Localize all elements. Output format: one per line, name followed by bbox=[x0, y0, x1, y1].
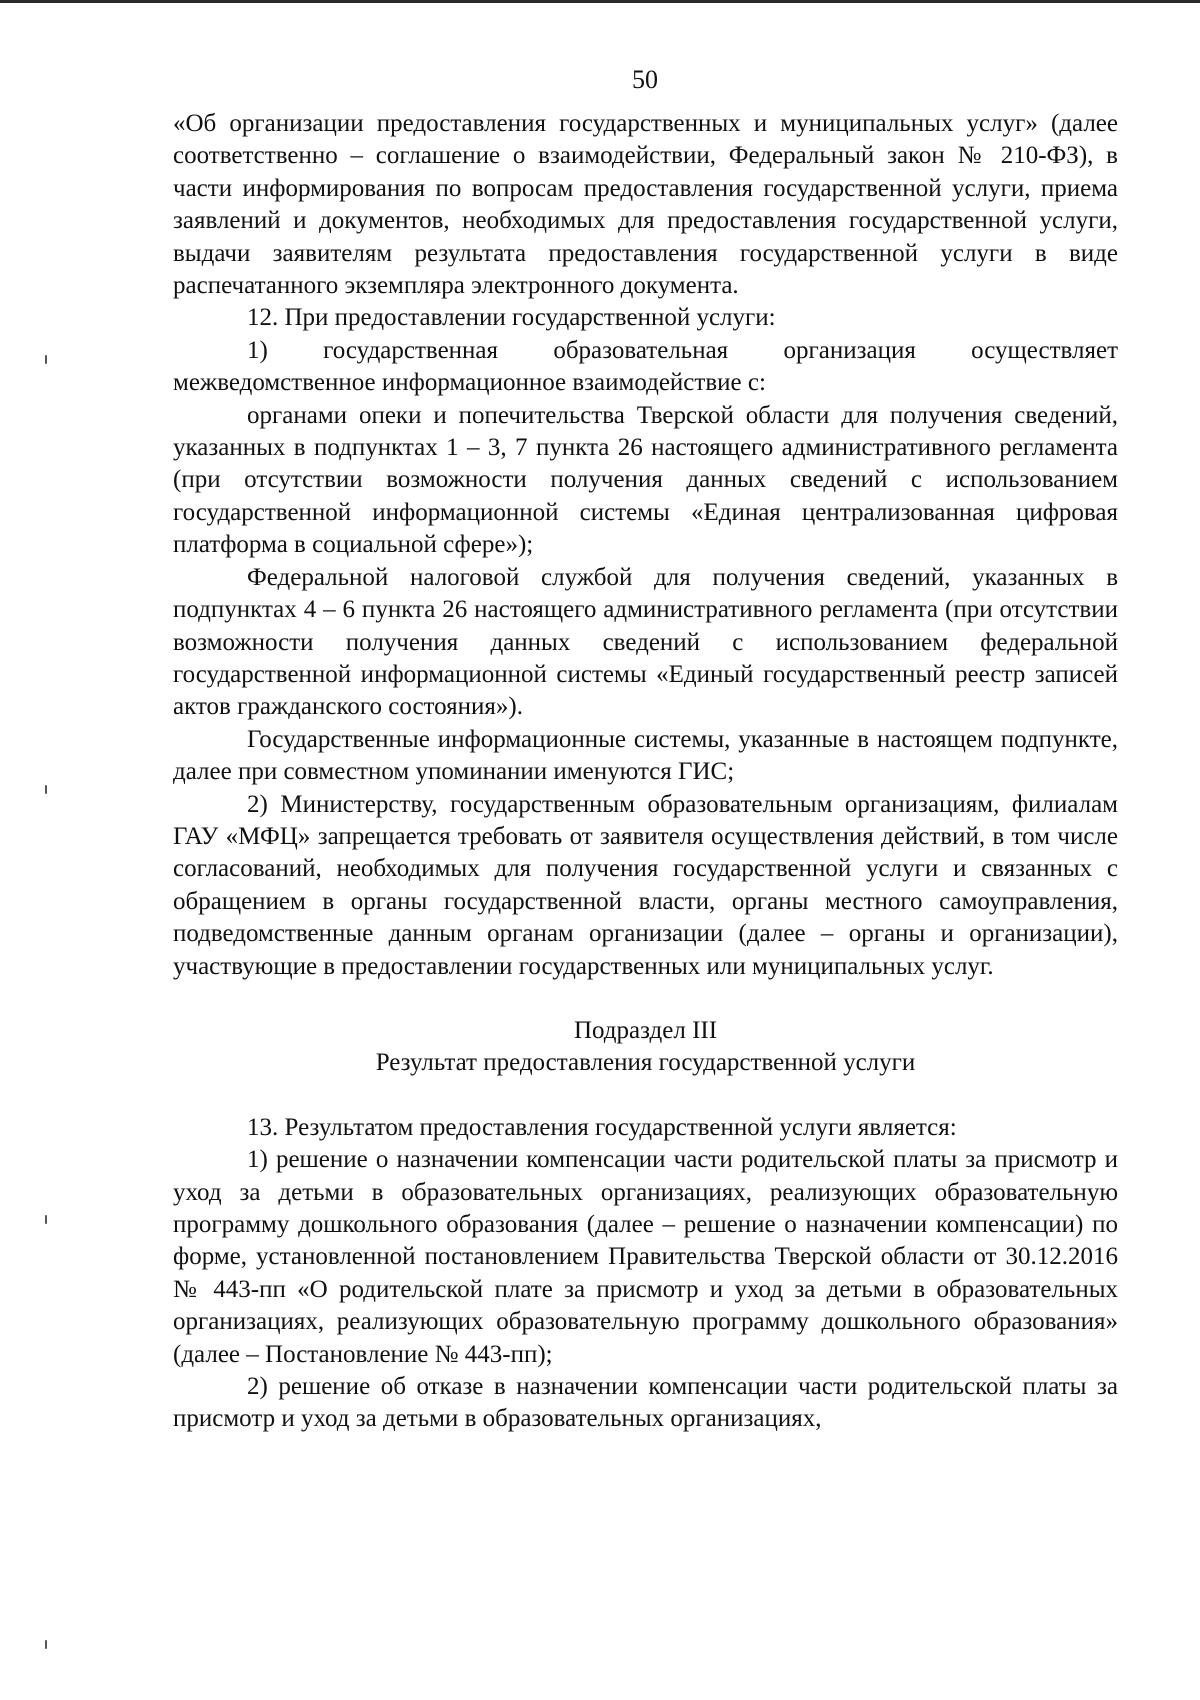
section-title: Результат предоставления государственной услуги bbox=[375, 1049, 916, 1077]
scan-speck bbox=[45, 785, 47, 794]
paragraph-clause-12: 12. При предоставлении государственной услуги: bbox=[247, 304, 776, 332]
paragraph-continuation: «Об организации предоставления государственных и муниципальных услуг» (далее соответственно – соглашение о взаимодействии, Федеральный закон № 210-ФЗ), в части информирования по вопросам предоставления государственной услуги, приема заявлений и документов, необходимых для предоставления государственной услуги, выдачи заявителям результата предоставления государственной услуги в виде распечатанного экземпляра электронного документа. bbox=[173, 110, 1118, 300]
scan-speck bbox=[45, 355, 47, 364]
paragraph-clause-12-item-1: 1) государственная образовательная организация осуществляет межведомственное информационное взаимодействие с: bbox=[173, 336, 1118, 397]
paragraph-clause-13: 13. Результатом предоставления государственной услуги является: bbox=[247, 1113, 957, 1141]
page-number: 50 bbox=[632, 65, 658, 94]
paragraph-guardianship-bodies: органами опеки и попечительства Тверской области для получения сведений, указанных в подпунктах 1 – 3, 7 пункта 26 настоящего административного регламента (при отсутствии возможности получения данных сведений с использованием государственной информационной системы «Единая централизованная цифровая платформа в социальной сфере»); bbox=[173, 401, 1118, 559]
paragraph-clause-13-item-2: 2) решение об отказе в назначении компенсации части родительской платы за присмотр и уход за детьми в образовательных организациях, bbox=[173, 1373, 1118, 1433]
section-spacer bbox=[173, 983, 1118, 1015]
scan-speck bbox=[45, 1640, 47, 1649]
section-label: Подраздел III bbox=[573, 1016, 718, 1044]
paragraph-clause-13-item-1: 1) решение о назначении компенсации части родительской платы за присмотр и уход за детьми в образовательных организациях, реализующих образовательную программу дошкольного образования (далее – решение о назначении компенсации) по форме, установленной постановлением Правительства Тверской области от 30.12.2016 № 443-пп «О родительской плате за присмотр и уход за детьми в образовательных организациях, реализующих образовательную программу дошкольного образования» (далее – Постановление № 443-пп); bbox=[173, 1146, 1118, 1368]
section-spacer bbox=[173, 1080, 1118, 1112]
document-body bbox=[173, 108, 1118, 1436]
scan-speck bbox=[45, 1215, 47, 1224]
paragraph-gis-definition: Государственные информационные системы, указанные в настоящем подпункте, далее при совместном упоминании именуются ГИС; bbox=[173, 725, 1118, 786]
scan-top-edge bbox=[0, 0, 1200, 3]
paragraph-clause-12-item-2: 2) Министерству, государственным образовательным организациям, филиалам ГАУ «МФЦ» запрещается требовать от заявителя осуществления действий, в том числе согласований, необходимых для получения государственной услуги и связанных с обращением в органы государственной власти, органы местного самоуправления, подведомственные данным органам организации (далее – органы и организации), участвующие в предоставлении государственных или муниципальных услуг. bbox=[173, 790, 1118, 980]
paragraph-tax-service: Федеральной налоговой службой для получения сведений, указанных в подпунктах 4 – 6 пункта 26 настоящего административного регламента (при отсутствии возможности получения данных сведений с использованием федеральной государственной информационной системы «Единый государственный реестр записей актов гражданского состояния»). bbox=[173, 563, 1118, 721]
